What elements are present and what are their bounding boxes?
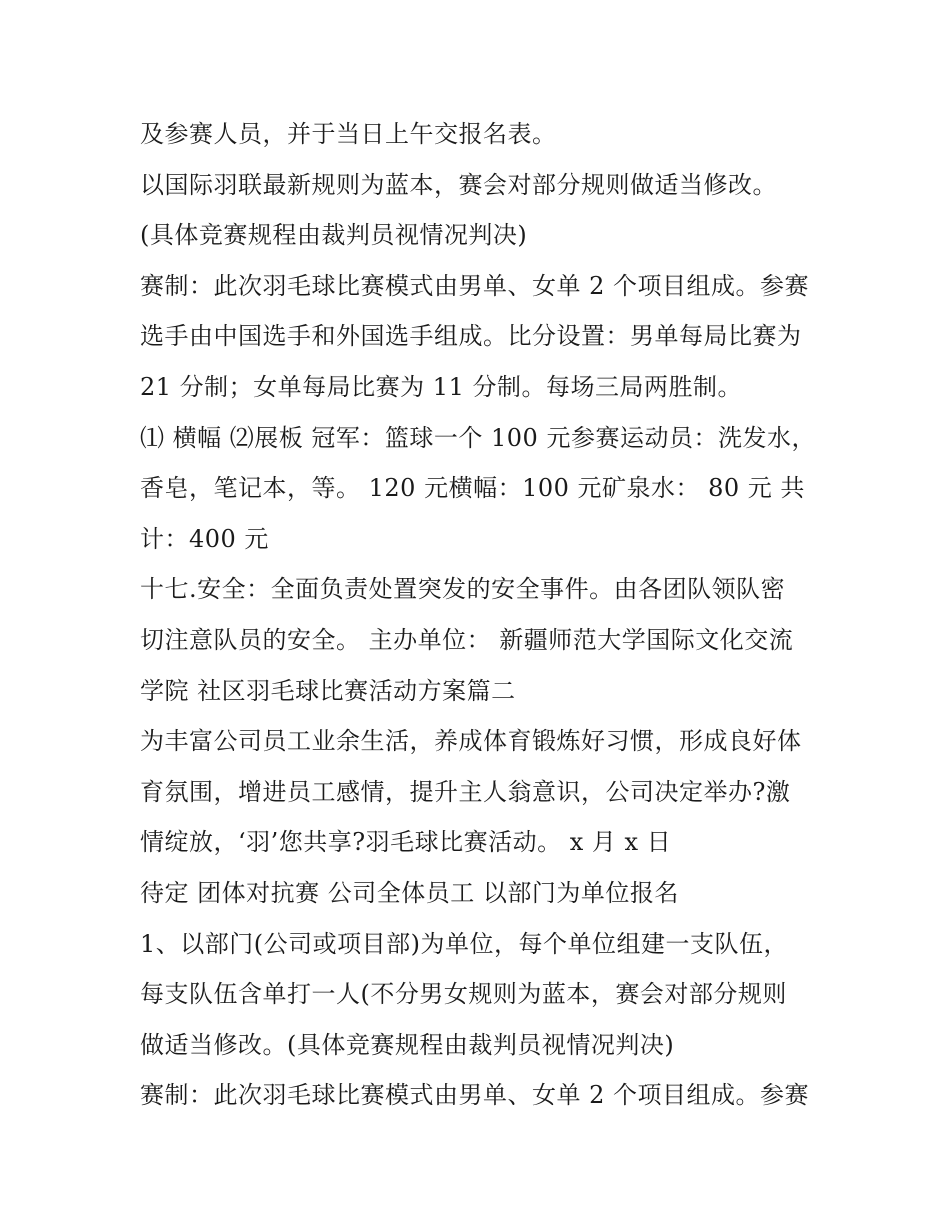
text-line-20: 赛制：此次羽毛球比赛模式由男单、女单 2 个项目组成。参赛	[140, 1081, 810, 1110]
text-line-1: 及参赛人员，并于当日上午交报名表。	[140, 120, 557, 148]
text-line-6: 21 分制；女单每局比赛为 11 分制。每场三局两胜制。	[140, 372, 742, 401]
text-line-11: 切注意队员的安全。 主办单位： 新疆师范大学国际文化交流	[140, 625, 794, 654]
text-line-18: 每支队伍含单打一人(不分男女规则为蓝本，赛会对部分规则	[140, 980, 787, 1009]
text-line-9: 计：400 元	[140, 524, 269, 553]
text-line-14: 育氛围，增进员工感情，提升主人翁意识，公司决定举办?激	[140, 777, 791, 806]
text-line-17: 1、以部门(公司或项目部)为单位，每个单位组建一支队伍，	[140, 929, 788, 958]
text-line-15: 情绽放，‘羽’您共享?羽毛球比赛活动。 x 月 x 日	[140, 828, 672, 857]
text-line-3: (具体竞赛规程由裁判员视情况判决)	[140, 221, 528, 250]
text-line-12: 学院 社区羽毛球比赛活动方案篇二	[140, 676, 516, 705]
text-line-8: 香皂，笔记本，等。 120 元横幅：100 元矿泉水： 80 元 共	[140, 474, 805, 503]
text-line-5: 选手由中国选手和外国选手组成。比分设置：男单每局比赛为	[140, 322, 802, 351]
text-line-19: 做适当修改。(具体竞赛规程由裁判员视情况判决)	[140, 1030, 675, 1059]
text-line-4: 赛制：此次羽毛球比赛模式由男单、女单 2 个项目组成。参赛	[140, 271, 810, 300]
text-line-7: ⑴ 横幅 ⑵展板 冠军：篮球一个 100 元参赛运动员：洗发水，	[140, 423, 816, 452]
text-line-16: 待定 团体对抗赛 公司全体员工 以部门为单位报名	[140, 878, 679, 907]
text-line-2: 以国际羽联最新规则为蓝本，赛会对部分规则做适当修改。	[140, 170, 777, 199]
text-line-13: 为丰富公司员工业余生活，养成体育锻炼好习惯，形成良好体	[140, 727, 802, 756]
text-line-10: 十七.安全：全面负责处置突发的安全事件。由各团队领队密	[140, 575, 786, 604]
document-body	[140, 109, 830, 1121]
